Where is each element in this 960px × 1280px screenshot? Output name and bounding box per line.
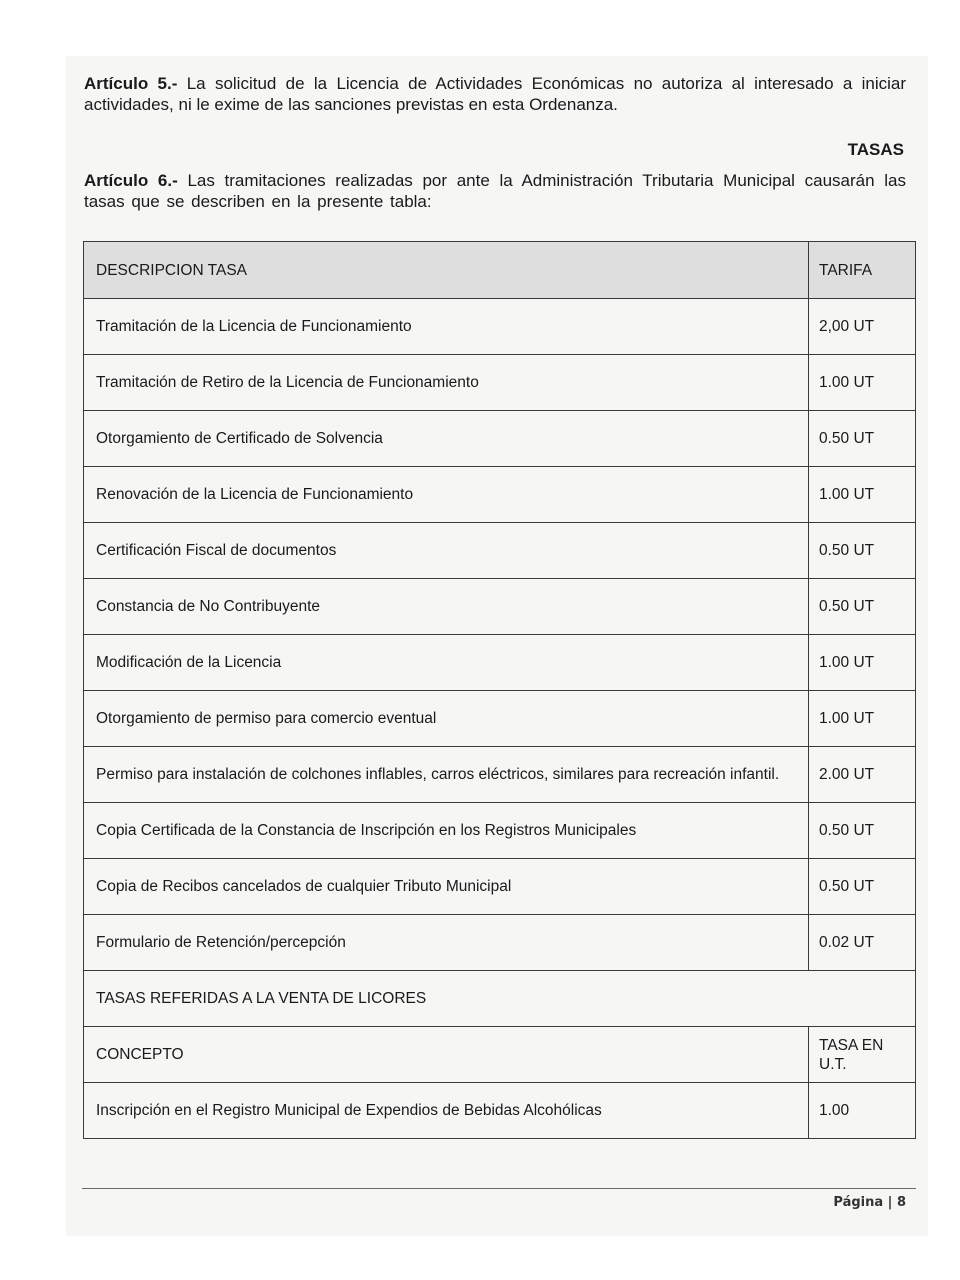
fee-description: Certificación Fiscal de documentos [84,523,809,579]
table-row [84,635,916,691]
fee-description: Formulario de Retención/percepción [84,915,809,971]
article-6-label: Artículo 6.- [84,171,178,190]
table-row [84,859,916,915]
fee-description: Tramitación de Retiro de la Licencia de Funcionamiento [84,355,809,411]
header-rate: TARIFA [809,242,916,299]
table-header-row [84,242,916,299]
fee-description: Renovación de la Licencia de Funcionamiento [84,467,809,523]
fee-rate: 0.50 UT [809,579,916,635]
fee-rate: 0.50 UT [809,803,916,859]
fee-rate: 0.02 UT [809,915,916,971]
fee-rate: 1.00 UT [809,355,916,411]
footer-divider [82,1188,916,1189]
fee-description: Copia Certificada de la Constancia de Inscripción en los Registros Municipales [84,803,809,859]
article-6-text: Las tramitaciones realizadas por ante la Administración Tributaria Municipal causarán las tasas que se describen en la presente tabla: [84,171,906,211]
fee-rate: 0.50 UT [809,411,916,467]
fee-description: Otorgamiento de permiso para comercio eventual [84,691,809,747]
article-6 [84,170,906,212]
fee-rate: 0.50 UT [809,523,916,579]
table-row [84,1083,916,1139]
header-description: DESCRIPCION TASA [84,242,809,299]
table-row [84,411,916,467]
fee-description: Modificación de la Licencia [84,635,809,691]
article-5-label: Artículo 5.- [84,74,178,93]
fees-table [83,241,916,1139]
liquor-header-rate: TASA EN U.T. [809,1027,916,1083]
article-5 [84,73,906,115]
page-number: Página | 8 [833,1195,906,1210]
table-row [84,803,916,859]
liquor-header-row [84,1027,916,1083]
fee-description: Copia de Recibos cancelados de cualquier Tributo Municipal [84,859,809,915]
fee-rate: 1.00 UT [809,635,916,691]
table-row [84,355,916,411]
section-heading-tasas: TASAS [847,140,904,159]
table-row [84,915,916,971]
table-row [84,523,916,579]
fee-description: Otorgamiento de Certificado de Solvencia [84,411,809,467]
fee-description: Constancia de No Contribuyente [84,579,809,635]
fee-description: Tramitación de la Licencia de Funcionamiento [84,299,809,355]
table-row [84,579,916,635]
fee-rate: 2.00 UT [809,747,916,803]
table-row [84,747,916,803]
article-5-text: La solicitud de la Licencia de Actividades Económicas no autoriza al interesado a iniciar actividades, ni le exime de las sanciones previstas en esta Ordenanza. [84,74,907,114]
table-row [84,691,916,747]
fee-rate: 1.00 UT [809,467,916,523]
fee-rate: 0.50 UT [809,859,916,915]
fee-description: Permiso para instalación de colchones inflables, carros eléctricos, similares para recreación infantil. [84,747,809,803]
table-row [84,467,916,523]
liquor-section-row [84,971,916,1027]
fee-rate: 2,00 UT [809,299,916,355]
fee-rate: 1.00 UT [809,691,916,747]
liquor-header-concept: CONCEPTO [84,1027,809,1083]
table-row [84,299,916,355]
liquor-section-title: TASAS REFERIDAS A LA VENTA DE LICORES [84,971,916,1027]
liquor-rate: 1.00 [809,1083,916,1139]
liquor-concept: Inscripción en el Registro Municipal de Expendios de Bebidas Alcohólicas [84,1083,809,1139]
